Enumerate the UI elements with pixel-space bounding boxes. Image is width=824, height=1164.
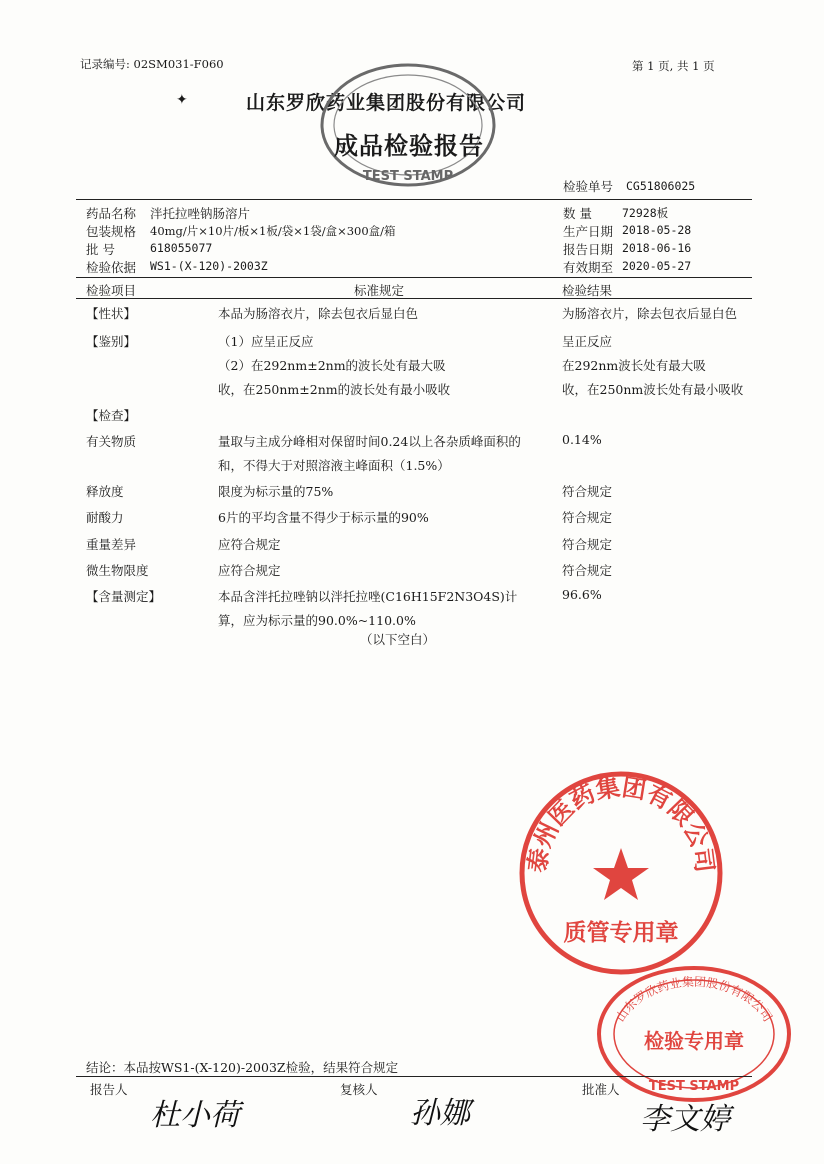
expiry-date: 2020-05-27	[622, 259, 692, 273]
report-date-label: 报告日期	[563, 242, 614, 257]
star-icon	[593, 848, 649, 900]
row-item: 【性状】	[86, 306, 137, 321]
star-mark-icon: ✦	[176, 92, 188, 108]
basis-value: WS1-(X-120)-2003Z	[150, 259, 268, 273]
report-title: 成品检验报告	[334, 131, 484, 160]
row-standard-cont: 收，在250nm±2nm的波长处有最小吸收	[218, 382, 451, 397]
record-number: 记录编号: 02SM031-F060	[80, 57, 224, 71]
divider-header	[76, 298, 752, 299]
batch-number: 618055077	[150, 241, 213, 255]
quantity: 72928板	[622, 206, 669, 220]
product-name-label: 药品名称	[86, 206, 137, 221]
test-seal	[596, 964, 792, 1104]
test-seal-bottom-text: TEST STAMP	[648, 1079, 740, 1094]
row-standard-cont: 算，应为标示量的90.0%~110.0%	[218, 613, 416, 628]
divider-top	[76, 199, 752, 200]
col-item-header: 检验项目	[86, 283, 137, 298]
row-standard: （2）在292nm±2nm的波长处有最大吸	[218, 358, 446, 373]
row-item: 微生物限度	[86, 563, 149, 578]
page-info: 第 1 页, 共 1 页	[632, 59, 715, 73]
test-seal-ring-text: 山东罗欣药业集团股份有限公司	[613, 974, 775, 1025]
approver-label: 批准人	[582, 1082, 620, 1097]
row-item: 释放度	[86, 484, 124, 499]
reviewer-label: 复核人	[340, 1082, 378, 1097]
package-spec-label: 包装规格	[86, 224, 137, 239]
batch-label: 批 号	[86, 242, 115, 257]
qc-seal-center-text: 质管专用章	[563, 920, 679, 946]
row-result: 符合规定	[562, 537, 613, 552]
row-result: 0.14%	[562, 432, 602, 447]
col-result-header: 检验结果	[562, 283, 613, 298]
test-stamp-grey	[318, 60, 498, 190]
row-item: 【检查】	[86, 408, 137, 423]
divider-bottom	[76, 1076, 752, 1077]
quantity-label: 数 量	[563, 206, 592, 221]
row-standard-cont: 和，不得大于对照溶液主峰面积（1.5%）	[218, 458, 450, 473]
row-result: 为肠溶衣片，除去包衣后显白色	[562, 306, 738, 321]
row-item: 【含量测定】	[86, 589, 162, 604]
row-standard: 限度为标示量的75%	[218, 484, 334, 499]
row-result: 在292nm波长处有最大吸	[562, 358, 706, 373]
blank-note: （以下空白）	[360, 632, 436, 647]
row-result: 符合规定	[562, 484, 613, 499]
report-date: 2018-06-16	[622, 241, 692, 255]
row-result: 符合规定	[562, 510, 613, 525]
reporter-signature: 杜小荷	[150, 1098, 240, 1133]
row-result: 96.6%	[562, 587, 602, 602]
qc-seal	[518, 770, 724, 976]
basis-label: 检验依据	[86, 260, 137, 275]
row-item: 重量差异	[86, 537, 137, 552]
row-result: 呈正反应	[562, 334, 613, 349]
row-result: 符合规定	[562, 563, 613, 578]
product-name: 泮托拉唑钠肠溶片	[150, 206, 251, 221]
package-spec: 40mg/片×10片/板×1板/袋×1袋/盒×300盒/箱	[150, 224, 396, 238]
reporter-label: 报告人	[90, 1082, 128, 1097]
row-standard: 应符合规定	[218, 537, 281, 552]
col-standard-header: 标准规定	[354, 283, 405, 298]
row-standard: 6片的平均含量不得少于标示量的90%	[218, 510, 429, 525]
reviewer-signature: 孙娜	[410, 1096, 470, 1131]
row-standard: 应符合规定	[218, 563, 281, 578]
mfg-date: 2018-05-28	[622, 223, 692, 237]
test-stamp-label: TEST STAMP	[362, 169, 454, 184]
inspection-no-label: 检验单号	[563, 179, 614, 194]
row-standard: 量取与主成分峰相对保留时间0.24以上各杂质峰面积的	[218, 434, 521, 449]
test-seal-center-text: 检验专用章	[644, 1029, 744, 1053]
company-name: 山东罗欣药业集团股份有限公司	[246, 92, 527, 114]
row-standard: （1）应呈正反应	[218, 334, 314, 349]
expiry-label: 有效期至	[563, 260, 614, 275]
qc-seal-ring-text: 泰州医药集团有限公司	[523, 773, 719, 874]
row-item: 有关物质	[86, 434, 137, 449]
row-item: 耐酸力	[86, 510, 124, 525]
conclusion: 结论：本品按WS1-(X-120)-2003Z检验，结果符合规定	[86, 1060, 399, 1075]
row-standard: 本品为肠溶衣片，除去包衣后显白色	[218, 306, 419, 321]
mfg-date-label: 生产日期	[563, 224, 614, 239]
approver-signature: 李文婷	[640, 1102, 730, 1137]
row-item: 【鉴别】	[86, 334, 137, 349]
divider-mid	[76, 277, 752, 278]
row-result-cont: 收，在250nm波长处有最小吸收	[562, 382, 744, 397]
inspection-no: CG51806025	[626, 179, 696, 193]
row-standard: 本品含泮托拉唑钠以泮托拉唑(C16H15F2N3O4S)计	[218, 589, 518, 604]
